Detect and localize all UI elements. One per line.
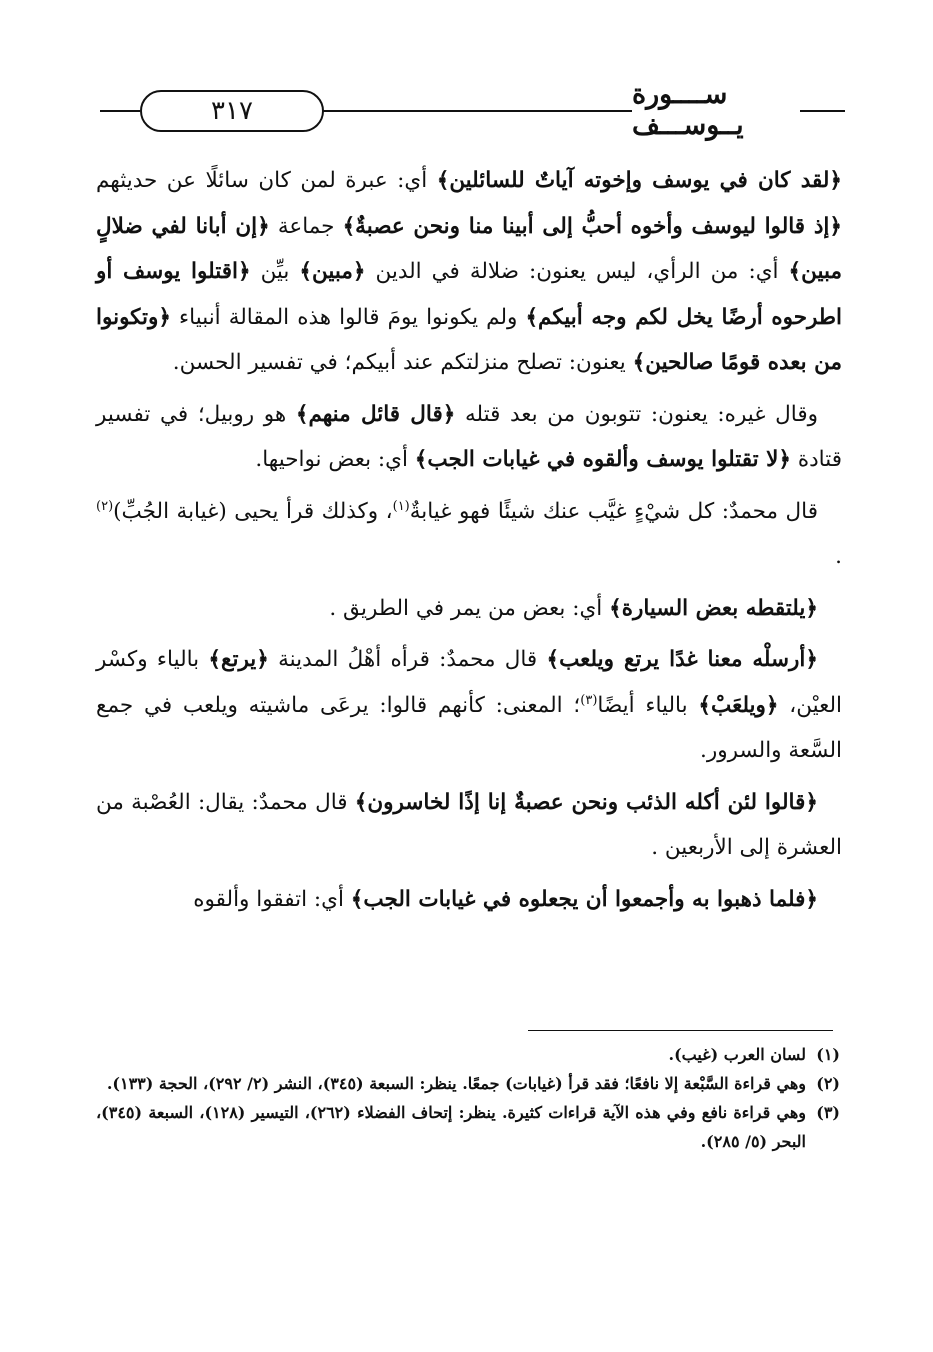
footnote-number: (١): [816, 1045, 840, 1064]
quran-quote: ﴿فلما ذهبوا به وأجمعوا أن يجعلوه في غيابات الجب﴾: [350, 886, 818, 912]
commentary-text: هو روبيل؛ في تفسير قتادة: [96, 401, 842, 472]
header-rule-left: [100, 110, 140, 112]
footnote-text: وهي قراءة السَّبْعة إلا نافعًا؛ فقد قرأ (غيابات) جمعًا. ينظر: السبعة (٣٤٥)، النشر (٢/ ٢٩٢)، الحجة (١٣٣).: [106, 1074, 806, 1093]
commentary-text: يعنون: تصلح منزلتكم عند أبيكم؛ في تفسير الحسن.: [172, 350, 633, 375]
footnote-ref: (٣): [580, 692, 598, 708]
main-text: [96, 158, 842, 928]
quran-quote: ﴿يلتقطه بعض السيارة﴾: [609, 595, 818, 621]
quran-quote: ﴿وتكونوا من بعده قومًا صالحين﴾: [96, 304, 842, 375]
quran-quote: ﴿إن أبانا لفي ضلالٍ مبين﴾: [96, 213, 842, 284]
quran-quote: ﴿اقتلوا يوسف أو اطرحوه أرضًا يخل لكم وجه أبيكم﴾: [96, 259, 842, 330]
quran-quote: ﴿مبين﴾: [299, 259, 366, 284]
commentary-text: أي: بعض من يمر في الطريق .: [329, 595, 610, 621]
header-rule-right: [800, 110, 845, 112]
quran-quote: ﴿يرتع﴾: [208, 647, 269, 672]
commentary-text: أي: بعض نواحيها.: [255, 447, 415, 472]
footnote-text: لسان العرب (غيب).: [668, 1045, 806, 1064]
commentary-text: أي: من الرأي، ليس يعنون: ضلالة في الدين: [365, 259, 789, 284]
quran-quote: ﴿قال قائل منهم﴾: [295, 401, 456, 427]
paragraph: [96, 392, 842, 483]
commentary-text: ؛ المعنى: كأنهم قالوا: يرعَى ماشيته ويلعب في جمع السَّعة والسرور.: [96, 692, 842, 763]
footnote: [96, 1069, 840, 1098]
footnote-number: (٢): [816, 1074, 840, 1093]
commentary-text: أي: عبرة لمن كان سائلًا عن حديثهم: [96, 168, 437, 193]
commentary-text: بالياء أيضًا: [597, 692, 699, 718]
footnote-text: وهي قراءة نافع وفي هذه الآية قراءات كثيرة. ينظر: إتحاف الفضلاء (٢٦٢)، التيسير (١٢٨)، السبعة (٣٤٥)، البحر (٥/ ٢٨٥).: [96, 1103, 806, 1151]
quran-quote: ﴿ويلعَبْ﴾: [698, 692, 779, 718]
commentary-text: ، وكذلك قرأ يحيى (غيابة الجُبِّ): [113, 498, 393, 524]
footnote: [96, 1040, 840, 1069]
commentary-text: بيِّن: [250, 259, 300, 284]
quran-quote: ﴿أرسلْه معنا غدًا يرتع ويلعب﴾: [546, 647, 818, 672]
commentary-text: بالياء وكسْر العيْن،: [96, 647, 843, 718]
paragraph: [96, 158, 842, 386]
footnote-ref: (٢): [96, 498, 114, 514]
commentary-text: وقال غيره: يعنون: تتوبون من بعد قتله: [455, 401, 818, 427]
quran-quote: ﴿لا تقتلوا يوسف وألقوه في غيابات الجب﴾: [414, 447, 791, 472]
header-rule-middle: [322, 110, 632, 112]
paragraph: [96, 637, 842, 774]
page-number: ٣١٧: [140, 90, 324, 132]
footnote: [96, 1098, 840, 1156]
footnote-ref: (١): [392, 498, 410, 514]
footnote-number: (٣): [816, 1103, 840, 1122]
paragraph: [96, 586, 842, 632]
commentary-text: ولم يكونوا يومَ قالوا هذه المقالة أنبياء: [171, 304, 526, 330]
quran-quote: ﴿إذ قالوا ليوسف وأخوه أحبُّ إلى أبينا منا ونحن عصبةٌ﴾: [342, 213, 842, 239]
commentary-text: أي: اتفقوا وألقوه: [193, 886, 351, 912]
commentary-text: قال محمدٌ: يقال: العُصْبة من العشرة إلى الأربعين .: [96, 789, 842, 860]
commentary-text: قال محمدٌ: قرأه أهْلُ المدينة: [268, 647, 547, 672]
quran-quote: ﴿قالوا لئن أكله الذئب ونحن عصبةٌ إنا إذًا لخاسرون﴾: [354, 789, 818, 815]
quran-quote: ﴿لقد كان في يوسف وإخوته آياتٌ للسائلين﴾: [436, 168, 842, 193]
commentary-text: قال محمدٌ: كل شيْءٍ غيَّب عنك شيئًا فهو غيابةٌ: [409, 498, 818, 524]
commentary-text: .: [835, 544, 842, 569]
paragraph: [96, 780, 842, 871]
surah-title: ســــورة يــوســـف: [632, 79, 744, 141]
paragraph: [96, 489, 842, 580]
footnotes: [96, 1040, 840, 1156]
commentary-text: جماعة: [269, 213, 343, 239]
footnote-separator: [528, 1030, 833, 1031]
page-header: [100, 79, 845, 141]
paragraph: [96, 877, 842, 923]
